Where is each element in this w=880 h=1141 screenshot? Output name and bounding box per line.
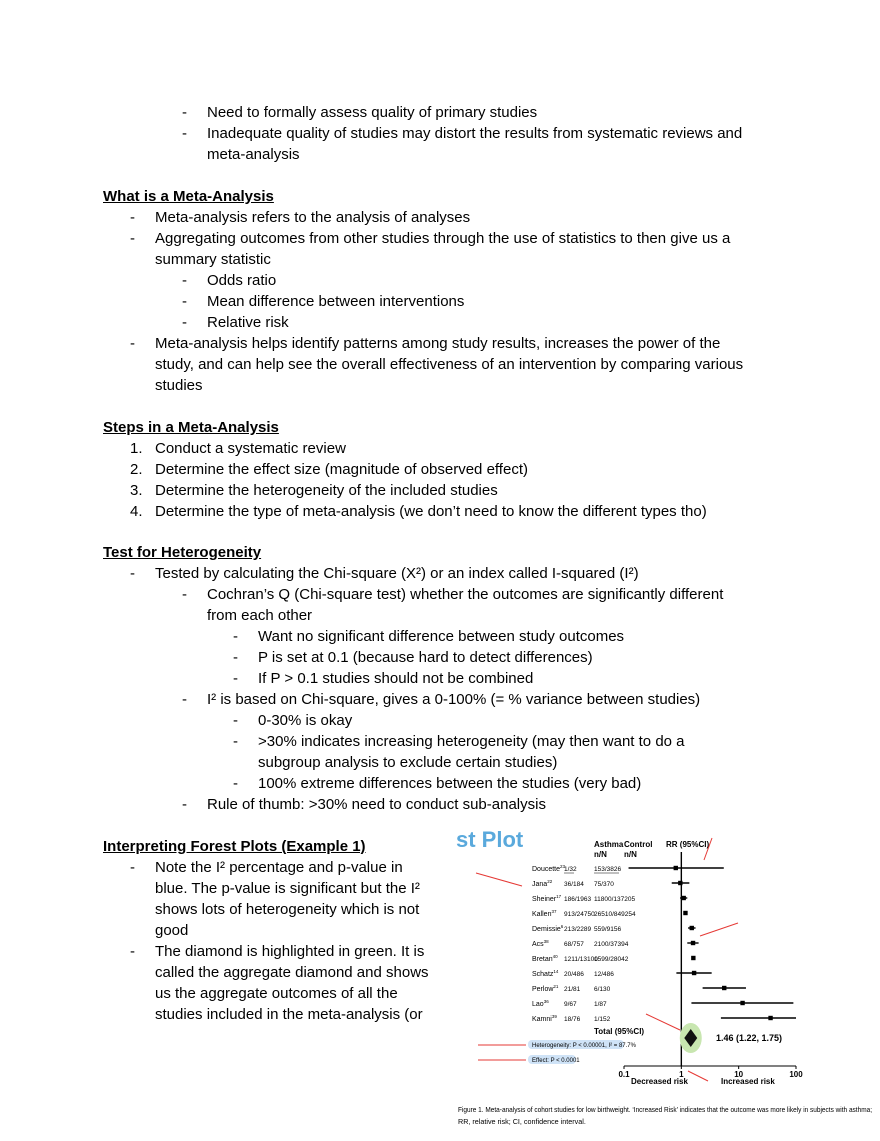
study-asthma-count: 21/81 (564, 986, 581, 993)
step-text: Determine the heterogeneity of the included studies (155, 482, 498, 499)
study-ref: 37 (551, 909, 557, 914)
bullet-text-cont: studies (155, 377, 203, 394)
col-header-control: Control (624, 840, 653, 849)
subsub-bullet-text: Want no significant difference between study outcomes (258, 628, 625, 645)
sub-bullet-text: Relative risk (207, 314, 289, 331)
study-asthma-count: 18/76 (564, 1016, 581, 1023)
arrow-line (476, 873, 522, 886)
study-ref: 39 (551, 1014, 557, 1019)
bullet-text-cont: good (155, 922, 189, 939)
bullet-dash: - (130, 859, 135, 876)
study-control-count: 1599/28042 (594, 956, 629, 963)
step-number: 2. (130, 461, 143, 478)
step-number: 4. (130, 503, 143, 520)
bullet-text: Tested by calculating the Chi-square (X²) or an index called I-squared (I²) (155, 565, 639, 582)
bullet-text-cont: meta-analysis (207, 146, 300, 163)
study-row (532, 864, 724, 873)
study-point (682, 896, 686, 900)
x-axis-tick-label: 10 (734, 1070, 744, 1079)
bullet-dash: - (233, 649, 238, 666)
col-subheader-asthma: n/N (594, 850, 607, 859)
bullet-text-cont: summary statistic (155, 251, 271, 268)
study-control-count: 1/152 (594, 1016, 611, 1023)
subsub-bullet-text: 0-30% is okay (258, 712, 353, 729)
study-control-count: 12/486 (594, 971, 614, 978)
x-axis-tick-label: 100 (789, 1070, 803, 1079)
sub-bullet-text: Cochran’s Q (Chi-square test) whether the outcomes are significantly different (207, 586, 724, 603)
x-axis-increased-label: Increased risk (721, 1077, 775, 1086)
study-name: Doucette$^{23}$ (532, 864, 566, 873)
forest-plot-figure (448, 826, 874, 1136)
study-ref: 40 (552, 954, 558, 959)
study-ref: 38 (543, 939, 549, 944)
x-axis-tick-label: 0.1 (618, 1070, 630, 1079)
study-row (532, 969, 712, 978)
study-control-count: 75/370 (594, 881, 614, 888)
subsub-bullet-text: >30% indicates increasing heterogeneity (may then want to do a (258, 733, 685, 750)
study-name: Bretan$^{40}$ (532, 954, 558, 963)
study-point (722, 986, 726, 990)
study-row (532, 939, 699, 948)
study-ref: 22 (547, 879, 553, 884)
study-asthma-count: 20/486 (564, 971, 584, 978)
figure-caption-line1: Figure 1. Meta-analysis of cohort studies for low birthweight. ‘Increased Risk’ indicates that the outcome was more likely in subjects with asthma; (458, 1105, 872, 1114)
study-name: Acs$^{38}$ (532, 939, 549, 948)
study-control-count: 6/130 (594, 986, 611, 993)
bullet-dash: - (130, 209, 135, 226)
study-point (691, 956, 695, 960)
study-point (678, 881, 682, 885)
bullet-dash: - (130, 230, 135, 247)
study-asthma-count: 36/184 (564, 881, 584, 888)
bullet-text: Meta-analysis helps identify patterns among study results, increases the power of the (155, 335, 721, 352)
step-number: 3. (130, 482, 143, 499)
figure-corner-title: st Plot (456, 827, 524, 852)
bullet-dash: - (130, 565, 135, 582)
effect-text: Effect: P < 0.0001 (532, 1058, 580, 1064)
study-row (532, 894, 687, 903)
bullet-dash: - (233, 670, 238, 687)
study-asthma-count: 68/757 (564, 941, 584, 948)
study-control-count: 153/3826 (594, 866, 622, 873)
step-text: Conduct a systematic review (155, 440, 346, 457)
bullet-text: The diamond is highlighted in green. It is (155, 943, 425, 960)
arrow-line (688, 1071, 708, 1081)
bullet-text: Aggregating outcomes from other studies through the use of statistics to then give us a (155, 230, 731, 247)
section-heading: What is a Meta-Analysis (103, 188, 274, 205)
study-ref: 17 (556, 894, 562, 899)
sub-bullet-text: Mean difference between interventions (207, 293, 465, 310)
study-asthma-count: 1/32 (564, 866, 577, 873)
bullet-dash: - (182, 796, 187, 813)
study-name: Jana$^{22}$ (532, 879, 553, 888)
total-value: 1.46 (1.22, 1.75) (716, 1033, 783, 1043)
bullet-text: Note the I² percentage and p-value in (155, 859, 403, 876)
study-name: Lao$^{36}$ (532, 999, 549, 1008)
subsub-bullet-text: 100% extreme differences between the studies (very bad) (258, 775, 642, 792)
heterogeneity-text: Heterogeneity: P < 0.00001, I² = 87.7% (532, 1043, 636, 1049)
col-subheader-control: n/N (624, 850, 637, 859)
study-control-count: 26510/849254 (594, 911, 636, 918)
col-header-rr: RR (95%CI) (666, 840, 710, 849)
study-ref: 36 (543, 999, 549, 1004)
total-label: Total (95%CI) (594, 1027, 645, 1036)
bullet-text: Need to formally assess quality of primary studies (207, 104, 538, 121)
bullet-text-cont: shows lots of heterogeneity which is not (155, 901, 420, 918)
bullet-text-cont: study, and can help see the overall effectiveness of an intervention by comparing various (155, 356, 744, 373)
sub-bullet-text: Odds ratio (207, 272, 277, 289)
bullet-dash: - (233, 628, 238, 645)
study-ref: 14 (553, 969, 559, 974)
study-asthma-count: 186/1963 (564, 896, 592, 903)
subsub-bullet-text: If P > 0.1 studies should not be combined (258, 670, 534, 687)
step-text: Determine the type of meta-analysis (we don’t need to know the different types tho) (155, 503, 707, 520)
study-point (692, 971, 696, 975)
study-control-count: 559/9156 (594, 926, 622, 933)
bullet-dash: - (233, 733, 238, 750)
step-number: 1. (130, 440, 143, 457)
section-heading: Interpreting Forest Plots (Example 1) (103, 838, 366, 855)
study-point (691, 941, 695, 945)
study-ref: 21 (553, 984, 559, 989)
study-control-count: 2100/37394 (594, 941, 629, 948)
study-control-count: 11800/137205 (594, 896, 636, 903)
study-point (674, 866, 678, 870)
bullet-text-cont: studies included in the meta-analysis (or (155, 1006, 423, 1023)
study-name: Demissie$^6$ (532, 924, 564, 933)
section-heading: Test for Heterogeneity (103, 544, 262, 561)
study-row (532, 879, 689, 888)
step-text: Determine the effect size (magnitude of observed effect) (155, 461, 528, 478)
bullet-dash: - (233, 712, 238, 729)
study-row (532, 984, 746, 993)
bullet-dash: - (130, 335, 135, 352)
study-name: Schatz$^{14}$ (532, 969, 559, 978)
bullet-text: Inadequate quality of studies may distort the results from systematic reviews and (207, 125, 743, 142)
study-asthma-count: 9/67 (564, 1001, 577, 1008)
study-point (683, 911, 687, 915)
study-name: Sheiner$^{17}$ (532, 894, 562, 903)
study-row (532, 999, 793, 1008)
sub-bullet-text: Rule of thumb: >30% need to conduct sub-analysis (207, 796, 546, 813)
bullet-dash: - (182, 691, 187, 708)
bullet-dash: - (130, 943, 135, 960)
x-axis-tick-label: 1 (679, 1070, 684, 1079)
study-name: Perlow$^{21}$ (532, 984, 559, 993)
study-ref: 23 (560, 864, 566, 869)
study-name: Kallen$^{37}$ (532, 909, 557, 918)
bullet-dash: - (182, 314, 187, 331)
study-asthma-count: 213/2289 (564, 926, 592, 933)
bullet-dash: - (182, 586, 187, 603)
section-heading: Steps in a Meta-Analysis (103, 419, 279, 436)
study-name: Kamni$^{39}$ (532, 1014, 557, 1023)
col-header-asthma: Asthma (594, 840, 624, 849)
figure-caption-line2: RR, relative risk; CI, confidence interval. (458, 1117, 586, 1126)
arrow-line (700, 923, 738, 936)
bullet-dash: - (233, 775, 238, 792)
sub-bullet-text: I² is based on Chi-square, gives a 0-100% (= % variance between studies) (207, 691, 701, 708)
bullet-dash: - (182, 125, 187, 142)
subsub-bullet-text: P is set at 0.1 (because hard to detect differences) (258, 649, 593, 666)
study-control-count: 1/87 (594, 1001, 607, 1008)
study-row (532, 954, 696, 963)
study-row (532, 924, 696, 933)
forest-plot-svg (448, 826, 874, 1136)
bullet-dash: - (182, 104, 187, 121)
study-asthma-count: 1211/13100 (564, 956, 598, 963)
study-rows (532, 864, 796, 1023)
subsub-bullet-text-cont: subgroup analysis to exclude certain studies) (258, 754, 558, 771)
x-axis-decreased-label: Decreased risk (631, 1077, 688, 1086)
bullet-text-cont: called the aggregate diamond and shows (155, 964, 429, 981)
study-row (532, 909, 688, 918)
study-point (690, 926, 694, 930)
bullet-text: Meta-analysis refers to the analysis of analyses (155, 209, 471, 226)
study-asthma-count: 913/24750 (564, 911, 595, 918)
study-ref: 6 (560, 924, 564, 929)
bullet-dash: - (182, 272, 187, 289)
bullet-text-cont: us the aggregate outcomes of all the (155, 985, 398, 1002)
bullet-dash: - (182, 293, 187, 310)
bullet-text-cont: blue. The p-value is significant but the I² (155, 880, 420, 897)
study-point (768, 1016, 772, 1020)
study-point (740, 1001, 744, 1005)
arrow-line (646, 1014, 680, 1030)
sub-bullet-text-cont: from each other (207, 607, 313, 624)
study-row (532, 1014, 796, 1023)
